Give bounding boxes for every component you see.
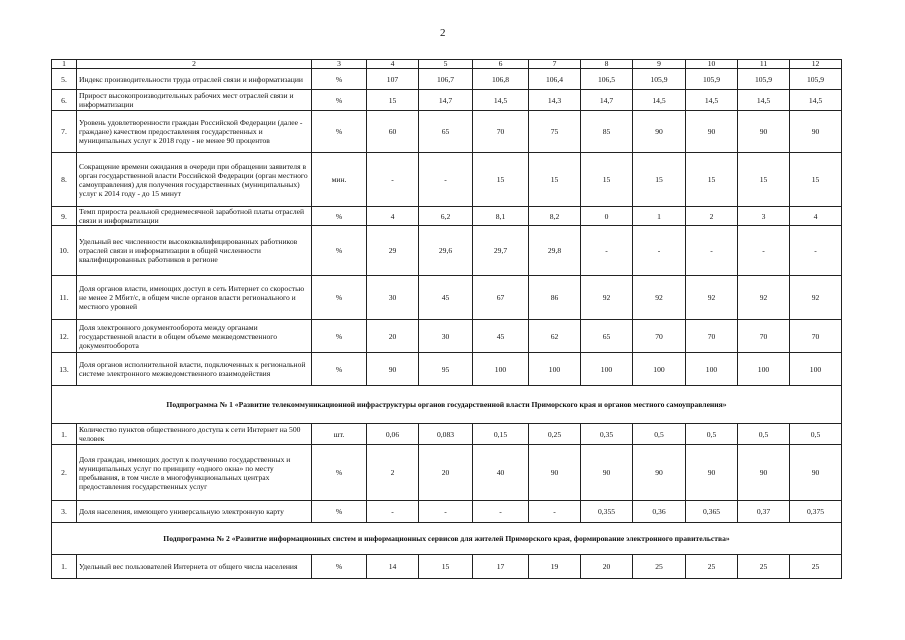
unit-cell: % <box>312 445 367 501</box>
column-number-6: 6 <box>473 60 529 69</box>
value-cell: 90 <box>790 445 842 501</box>
unit-cell: % <box>312 501 367 523</box>
value-cell: 100 <box>473 353 529 386</box>
table-row <box>52 226 842 276</box>
value-cell: 45 <box>473 320 529 353</box>
value-cell: 92 <box>738 276 790 320</box>
value-cell: 14,5 <box>738 90 790 111</box>
value-cell: 90 <box>633 445 686 501</box>
value-cell: 25 <box>633 555 686 579</box>
value-cell: 15 <box>633 153 686 207</box>
unit-cell: % <box>312 69 367 90</box>
indicator-name: Удельный вес численности высококвалифицированных работников отраслей связи и информатизации в общей численности квалифицированных работников в регионе <box>77 226 312 276</box>
value-cell: 0,375 <box>790 501 842 523</box>
value-cell: 70 <box>633 320 686 353</box>
value-cell: 17 <box>473 555 529 579</box>
value-cell: 15 <box>738 153 790 207</box>
value-cell: 20 <box>367 320 419 353</box>
subprogram-title: Подпрограмма № 2 «Развитие информационных систем и информационных сервисов для жителей Приморского края, формирование электронного правительства» <box>52 523 842 555</box>
value-cell: 106,4 <box>529 69 581 90</box>
unit-cell: % <box>312 90 367 111</box>
value-cell: 100 <box>790 353 842 386</box>
table-row <box>52 320 842 353</box>
indicator-name: Доля граждан, имеющих доступ к получению государственных и муниципальных услуг по принципу «одного окна» по месту пребывания, в том числе в многофункциональных центрах предоставления государственных услуг <box>77 445 312 501</box>
value-cell: 29 <box>367 226 419 276</box>
value-cell: 30 <box>367 276 419 320</box>
row-number: 12. <box>52 320 77 353</box>
value-cell: 14,5 <box>790 90 842 111</box>
row-number: 10. <box>52 226 77 276</box>
value-cell: 65 <box>419 111 473 153</box>
value-cell: 90 <box>529 445 581 501</box>
unit-cell: % <box>312 320 367 353</box>
value-cell: - <box>419 501 473 523</box>
value-cell: 90 <box>633 111 686 153</box>
unit-cell: % <box>312 353 367 386</box>
value-cell: 8,2 <box>529 207 581 226</box>
row-number: 9. <box>52 207 77 226</box>
indicator-name: Доля органов исполнительной власти, подключенных к региональной системе электронного межведомственного взаимодействия <box>77 353 312 386</box>
table-row <box>52 353 842 386</box>
value-cell: 100 <box>581 353 633 386</box>
value-cell: 14,5 <box>633 90 686 111</box>
value-cell: 100 <box>686 353 738 386</box>
unit-cell: мин. <box>312 153 367 207</box>
column-number-3: 3 <box>312 60 367 69</box>
column-number-5: 5 <box>419 60 473 69</box>
value-cell: 95 <box>419 353 473 386</box>
column-number-8: 8 <box>581 60 633 69</box>
table-row <box>52 153 842 207</box>
value-cell: 105,9 <box>738 69 790 90</box>
value-cell: 70 <box>473 111 529 153</box>
value-cell: 90 <box>738 111 790 153</box>
value-cell: 25 <box>686 555 738 579</box>
value-cell: - <box>529 501 581 523</box>
value-cell: 60 <box>367 111 419 153</box>
value-cell: 19 <box>529 555 581 579</box>
value-cell: 14,5 <box>686 90 738 111</box>
table-row <box>52 424 842 445</box>
value-cell: 0,5 <box>633 424 686 445</box>
value-cell: 45 <box>419 276 473 320</box>
unit-cell: % <box>312 555 367 579</box>
value-cell: 0,5 <box>790 424 842 445</box>
value-cell: 14,5 <box>473 90 529 111</box>
value-cell: 15 <box>581 153 633 207</box>
value-cell: 14,7 <box>419 90 473 111</box>
table-row <box>52 90 842 111</box>
indicator-name: Доля электронного документооборота между органами государственной власти в общем объеме межведомственного документооборота <box>77 320 312 353</box>
value-cell: 85 <box>581 111 633 153</box>
row-number: 1. <box>52 555 77 579</box>
value-cell: 92 <box>686 276 738 320</box>
value-cell: 92 <box>790 276 842 320</box>
value-cell: - <box>738 226 790 276</box>
value-cell: 67 <box>473 276 529 320</box>
table-row <box>52 111 842 153</box>
value-cell: 0,365 <box>686 501 738 523</box>
value-cell: 90 <box>790 111 842 153</box>
value-cell: 15 <box>473 153 529 207</box>
unit-cell: шт. <box>312 424 367 445</box>
value-cell: 90 <box>581 445 633 501</box>
value-cell: 0,5 <box>738 424 790 445</box>
indicator-name: Удельный вес пользователей Интернета от общего числа населения <box>77 555 312 579</box>
value-cell: 29,8 <box>529 226 581 276</box>
value-cell: 92 <box>581 276 633 320</box>
table-row <box>52 207 842 226</box>
value-cell: 15 <box>529 153 581 207</box>
indicator-name: Сокращение времени ожидания в очереди при обращении заявителя в орган государственной власти Российской Федерации (орган местного самоуправления) для получения государственных (муниципальных) услуг к 2014 году - до 15 минут <box>77 153 312 207</box>
value-cell: 25 <box>738 555 790 579</box>
value-cell: - <box>367 501 419 523</box>
value-cell: 0 <box>581 207 633 226</box>
column-number-7: 7 <box>529 60 581 69</box>
value-cell: 15 <box>419 555 473 579</box>
value-cell: 70 <box>686 320 738 353</box>
value-cell: 0,06 <box>367 424 419 445</box>
indicator-name: Количество пунктов общественного доступа к сети Интернет на 500 человек <box>77 424 312 445</box>
value-cell: 107 <box>367 69 419 90</box>
column-number-1: 1 <box>52 60 77 69</box>
value-cell: 14,7 <box>581 90 633 111</box>
row-number: 8. <box>52 153 77 207</box>
value-cell: 0,083 <box>419 424 473 445</box>
value-cell: 75 <box>529 111 581 153</box>
value-cell: - <box>633 226 686 276</box>
column-number-9: 9 <box>633 60 686 69</box>
indicator-name: Прирост высокопроизводительных рабочих мест отраслей связи и информатизации <box>77 90 312 111</box>
value-cell: 0,36 <box>633 501 686 523</box>
value-cell: 106,8 <box>473 69 529 90</box>
row-number: 13. <box>52 353 77 386</box>
column-number-11: 11 <box>738 60 790 69</box>
value-cell: - <box>367 153 419 207</box>
table-row <box>52 555 842 579</box>
column-number-header-row <box>52 60 842 69</box>
value-cell: 70 <box>738 320 790 353</box>
table-row <box>52 276 842 320</box>
value-cell: 100 <box>738 353 790 386</box>
column-number-12: 12 <box>790 60 842 69</box>
value-cell: 15 <box>790 153 842 207</box>
value-cell: 8,1 <box>473 207 529 226</box>
table-body <box>52 60 842 579</box>
value-cell: 106,5 <box>581 69 633 90</box>
table-row <box>52 445 842 501</box>
value-cell: 90 <box>367 353 419 386</box>
column-number-4: 4 <box>367 60 419 69</box>
unit-cell: % <box>312 111 367 153</box>
row-number: 7. <box>52 111 77 153</box>
unit-cell: % <box>312 276 367 320</box>
indicator-name: Индекс производительности труда отраслей связи и информатизации <box>77 69 312 90</box>
value-cell: 1 <box>633 207 686 226</box>
column-number-10: 10 <box>686 60 738 69</box>
row-number: 5. <box>52 69 77 90</box>
indicator-name: Доля населения, имеющего универсальную электронную карту <box>77 501 312 523</box>
subprogram-title: Подпрограмма № 1 «Развитие телекоммуникационной инфраструктуры органов государственной власти Приморского края и органов местного самоуправления» <box>52 386 842 424</box>
unit-cell: % <box>312 207 367 226</box>
value-cell: - <box>419 153 473 207</box>
value-cell: 0,35 <box>581 424 633 445</box>
value-cell: 0,5 <box>686 424 738 445</box>
value-cell: 70 <box>790 320 842 353</box>
value-cell: 40 <box>473 445 529 501</box>
page-number: 2 <box>440 27 446 39</box>
value-cell: - <box>790 226 842 276</box>
value-cell: 105,9 <box>633 69 686 90</box>
value-cell: 14,3 <box>529 90 581 111</box>
value-cell: 4 <box>367 207 419 226</box>
table-row <box>52 69 842 90</box>
row-number: 3. <box>52 501 77 523</box>
table-row <box>52 501 842 523</box>
value-cell: 105,9 <box>686 69 738 90</box>
value-cell: 29,6 <box>419 226 473 276</box>
row-number: 11. <box>52 276 77 320</box>
value-cell: 106,7 <box>419 69 473 90</box>
value-cell: 0,15 <box>473 424 529 445</box>
value-cell: 90 <box>686 111 738 153</box>
value-cell: 65 <box>581 320 633 353</box>
value-cell: 25 <box>790 555 842 579</box>
value-cell: 30 <box>419 320 473 353</box>
value-cell: 100 <box>633 353 686 386</box>
value-cell: 86 <box>529 276 581 320</box>
indicator-name: Темп прироста реальной среднемесячной заработной платы отраслей связи и информатизации <box>77 207 312 226</box>
value-cell: 15 <box>367 90 419 111</box>
value-cell: - <box>686 226 738 276</box>
value-cell: 90 <box>738 445 790 501</box>
indicator-name: Доля органов власти, имеющих доступ в сеть Интернет со скоростью не менее 2 Мбит/с, в общем числе органов власти регионального и местного уровней <box>77 276 312 320</box>
value-cell: 4 <box>790 207 842 226</box>
indicators-table <box>51 59 842 579</box>
value-cell: 3 <box>738 207 790 226</box>
unit-cell: % <box>312 226 367 276</box>
row-number: 1. <box>52 424 77 445</box>
value-cell: 2 <box>686 207 738 226</box>
row-number: 6. <box>52 90 77 111</box>
value-cell: 105,9 <box>790 69 842 90</box>
value-cell: 20 <box>419 445 473 501</box>
value-cell: 0,355 <box>581 501 633 523</box>
subprogram-heading-row <box>52 386 842 424</box>
indicator-name: Уровень удовлетворенности граждан Российской Федерации (далее - граждане) качеством предоставления государственных и муниципальных услуг к 2018 году - не менее 90 процентов <box>77 111 312 153</box>
value-cell: 0,25 <box>529 424 581 445</box>
value-cell: 29,7 <box>473 226 529 276</box>
value-cell: 2 <box>367 445 419 501</box>
value-cell: - <box>581 226 633 276</box>
value-cell: 14 <box>367 555 419 579</box>
value-cell: 100 <box>529 353 581 386</box>
subprogram-heading-row <box>52 523 842 555</box>
value-cell: 15 <box>686 153 738 207</box>
value-cell: 0,37 <box>738 501 790 523</box>
column-number-2: 2 <box>77 60 312 69</box>
value-cell: 20 <box>581 555 633 579</box>
value-cell: 62 <box>529 320 581 353</box>
value-cell: - <box>473 501 529 523</box>
value-cell: 90 <box>686 445 738 501</box>
value-cell: 6,2 <box>419 207 473 226</box>
row-number: 2. <box>52 445 77 501</box>
value-cell: 92 <box>633 276 686 320</box>
